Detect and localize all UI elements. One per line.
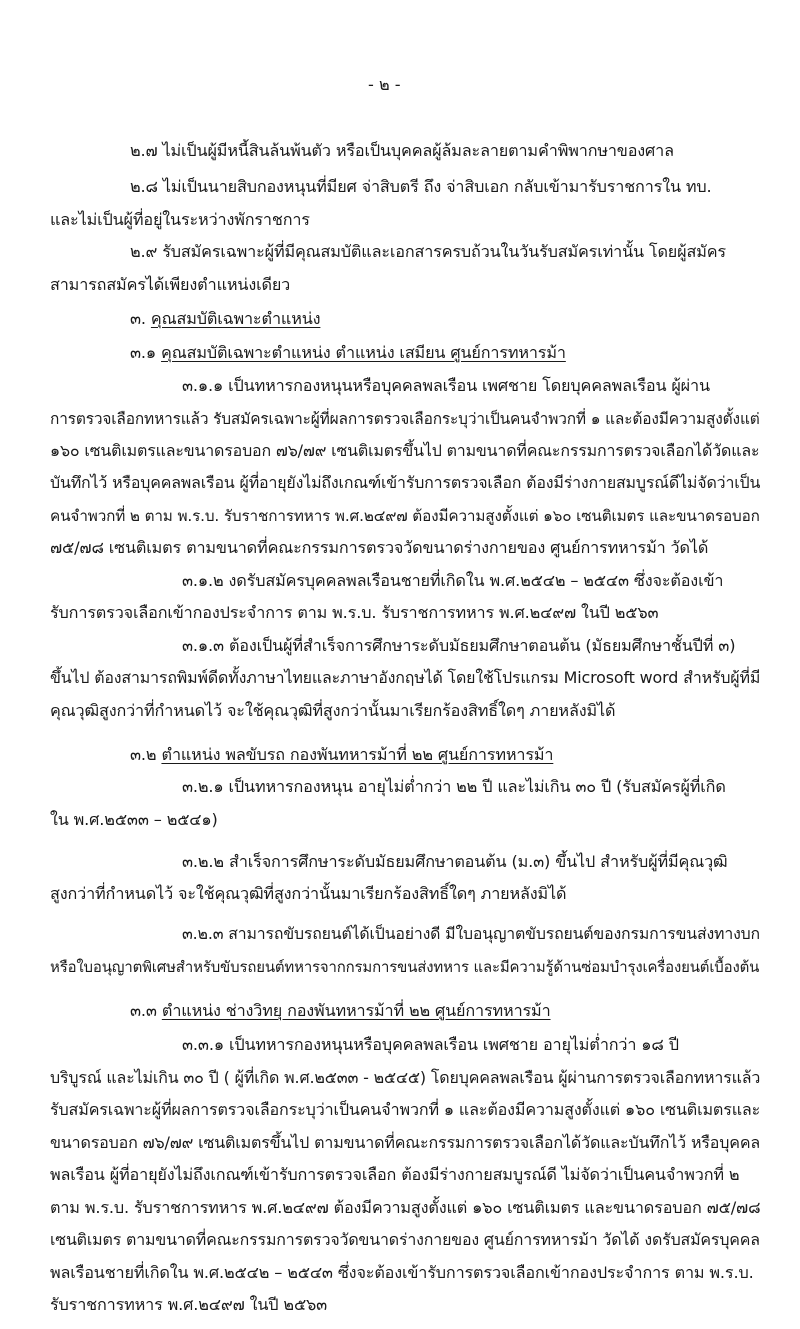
- clause-3-3-1-line-5: พลเรือน ผู้ที่อายุยังไม่ถึงเกณฑ์เข้ารับการตรวจเลือก ต้องมีร่างกายสมบูรณ์ดี ไม่จัดว่าเป็นคนจำพวกที่ ๒: [50, 1165, 740, 1185]
- clause-2-9-cont: สามารถสมัครได้เพียงตำแหน่งเดียว: [50, 274, 291, 294]
- clause-2-8: ๒.๘ ไม่เป็นนายสิบกองหนุนที่มียศ จ่าสิบตรี ถึง จ่าสิบเอก กลับเข้ามารับราชการใน ทบ.: [130, 177, 712, 197]
- page-number: - ๒ -: [368, 75, 401, 94]
- clause-3-3-1-line-6: ตาม พ.ร.บ. รับราชการทหาร พ.ศ.๒๔๙๗ ต้องมีความสูงตั้งแต่ ๑๖๐ เซนติเมตร และขนาดรอบอก ๗๕/๗๘: [50, 1197, 761, 1217]
- clause-2-9: ๒.๙ รับสมัครเฉพาะผู้ที่มีคุณสมบัติและเอกสารครบถ้วนในวันรับสมัครเท่านั้น โดยผู้สมัคร: [130, 242, 726, 262]
- section-3-1-title: คุณสมบัติเฉพาะตำแหน่ง ตำแหน่ง เสมียน ศูนย์การทหารม้า: [161, 342, 566, 362]
- clause-3-1-2: ๓.๑.๒ งดรับสมัครบุคคลพลเรือนชายที่เกิดใน พ.ศ.๒๕๔๒ – ๒๕๔๓ ซึ่งจะต้องเข้า: [182, 570, 724, 590]
- clause-3-1-1-line-5: คนจำพวกที่ ๒ ตาม พ.ร.บ. รับราชการทหาร พ.ศ.๒๔๙๗ ต้องมีความสูงตั้งแต่ ๑๖๐ เซนติเมตร และขนาดรอบอก: [50, 506, 760, 525]
- clause-3-2-1-line-2: ใน พ.ศ.๒๕๓๓ – ๒๕๔๑): [50, 809, 218, 829]
- clause-3-3-1-line-2: บริบูรณ์ และไม่เกิน ๓๐ ปี ( ผู้ที่เกิด พ.ศ.๒๕๓๓ - ๒๕๔๕) โดยบุคคลพลเรือน ผู้ผ่านการตรวจเลือกทหารแล้ว: [50, 1067, 761, 1087]
- clause-3-2-3: ๓.๒.๓ สามารถขับรถยนต์ได้เป็นอย่างดี มีใบอนุญาตขับรถยนต์ของกรมการขนส่งทางบก: [182, 924, 760, 944]
- clause-3-2-2-line-2: สูงกว่าที่กำหนดไว้ จะใช้คุณวุฒิที่สูงกว่านั้นมาเรียกร้องสิทธิ์ใดๆ ภายหลังมิได้: [50, 884, 567, 904]
- clause-3-1-1-line-2: การตรวจเลือกทหารแล้ว รับสมัครเฉพาะผู้ที่ผลการตรวจเลือกระบุว่าเป็นคนจำพวกที่ ๑ และต้องมีความสูงตั้งแต่: [50, 409, 760, 428]
- clause-3-3-1: ๓.๓.๑ เป็นทหารกองหนุนหรือบุคคลพลเรือน เพศชาย อายุไม่ต่ำกว่า ๑๘ ปี: [182, 1035, 679, 1055]
- clause-3-1-3-line-2: ขึ้นไป ต้องสามารถพิมพ์ดีดทั้งภาษาไทยและภาษาอังกฤษได้ โดยใช้โปรแกรม Microsoft word สำหรับผู้ที่มี: [50, 668, 761, 688]
- clause-3-1-1-line-3: ๑๖๐ เซนติเมตรและขนาดรอบอก ๗๖/๗๙ เซนติเมตรขึ้นไป ตามขนาดที่คณะกรรมการตรวจเลือกได้วัดและ: [50, 441, 760, 460]
- section-3-1-heading: [130, 342, 566, 364]
- clause-3-1-3: ๓.๑.๓ ต้องเป็นผู้ที่สำเร็จการศึกษาระดับมัธยมศึกษาตอนต้น (มัธยมศึกษาชั้นปีที่ ๓): [182, 635, 736, 655]
- clause-2-7: ๒.๗ ไม่เป็นผู้มีหนี้สินล้นพ้นตัว หรือเป็นบุคคลผู้ล้มละลายตามคำพิพากษาของศาล: [130, 141, 674, 160]
- clause-3-3-1-line-9: รับราชการทหาร พ.ศ.๒๔๙๗ ในปี ๒๕๖๓: [50, 1295, 328, 1314]
- clause-3-1-1: ๓.๑.๑ เป็นทหารกองหนุนหรือบุคคลพลเรือน เพศชาย โดยบุคคลพลเรือน ผู้ผ่าน: [182, 376, 710, 395]
- clause-3-3-1-line-7: เซนติเมตร ตามขนาดที่คณะกรรมการตรวจวัดขนาดร่างกายของ ศูนย์การทหารม้า วัดได้ งดรับสมัครบุคคล: [50, 1230, 760, 1249]
- clause-3-1-1-line-4: บันทึกไว้ หรือบุคคลพลเรือน ผู้ที่อายุยังไม่ถึงเกณฑ์เข้ารับการตรวจเลือก ต้องมีร่างกายสมบูรณ์ดีไม่จัดว่าเป็น: [50, 473, 761, 493]
- section-3-3-heading: [130, 1000, 551, 1022]
- clause-3-1-3-line-3: คุณวุฒิสูงกว่าที่กำหนดไว้ จะใช้คุณวุฒิที่สูงกว่านั้นมาเรียกร้องสิทธิ์ใดๆ ภายหลังมิได้: [50, 700, 616, 720]
- clause-3-1-1-line-6: ๗๕/๗๘ เซนติเมตร ตามขนาดที่คณะกรรมการตรวจวัดขนาดร่างกายของ ศูนย์การทหารม้า วัดได้: [50, 538, 709, 558]
- section-3-3-title: ตำแหน่ง ช่างวิทยุ กองพันทหารม้าที่ ๒๒ ศูนย์การทหารม้า: [161, 1000, 551, 1020]
- section-3-2-heading: [130, 744, 553, 766]
- clause-3-3-1-line-4: ขนาดรอบอก ๗๖/๗๙ เซนติเมตรขึ้นไป ตามขนาดที่คณะกรรมการตรวจเลือกได้วัดและบันทึกไว้ หรือบุคคล: [50, 1132, 761, 1152]
- section-3-number: ๓.: [130, 309, 151, 329]
- clause-3-2-2: ๓.๒.๒ สำเร็จการศึกษาระดับมัธยมศึกษาตอนต้น (ม.๓) ขึ้นไป สำหรับผู้ที่มีคุณวุฒิ: [182, 851, 728, 871]
- clause-3-1-2-line-2: รับการตรวจเลือกเข้ากองประจำการ ตาม พ.ร.บ. รับราชการทหาร พ.ศ.๒๔๙๗ ในปี ๒๕๖๓: [50, 603, 659, 623]
- clause-3-3-1-line-8: พลเรือนชายที่เกิดใน พ.ศ.๒๕๔๒ – ๒๕๔๓ ซึ่งจะต้องเข้ารับการตรวจเลือกเข้ากองประจำการ ตาม พ.ร.บ.: [50, 1262, 754, 1282]
- section-3-title: คุณสมบัติเฉพาะตำแหน่ง: [150, 309, 321, 329]
- section-3-2-title: ตำแหน่ง พลขับรถ กองพันทหารม้าที่ ๒๒ ศูนย์การทหารม้า: [161, 744, 554, 764]
- clause-3-3-1-line-3: รับสมัครเฉพาะผู้ที่ผลการตรวจเลือกระบุว่าเป็นคนจำพวกที่ ๑ และต้องมีความสูงตั้งแต่ ๑๖๐ เซนติเมตรและ: [50, 1100, 761, 1120]
- section-3-heading: [130, 308, 320, 330]
- clause-2-8-cont: และไม่เป็นผู้ที่อยู่ในระหว่างพักราชการ: [50, 209, 310, 229]
- clause-3-2-3-line-2: หรือใบอนุญาตพิเศษสำหรับขับรถยนต์ทหารจากกรมการขนส่งทหาร และมีความรู้ด้านซ่อมบำรุงเครื่องยนต์เบื้องต้น: [50, 957, 760, 976]
- section-3-1-number: ๓.๑: [130, 342, 162, 362]
- section-3-3-number: ๓.๓: [130, 1000, 162, 1020]
- clause-3-2-1: ๓.๒.๑ เป็นทหารกองหนุน อายุไม่ต่ำกว่า ๒๒ ปี และไม่เกิน ๓๐ ปี (รับสมัครผู้ที่เกิด: [182, 777, 726, 797]
- section-3-2-number: ๓.๒: [130, 744, 162, 764]
